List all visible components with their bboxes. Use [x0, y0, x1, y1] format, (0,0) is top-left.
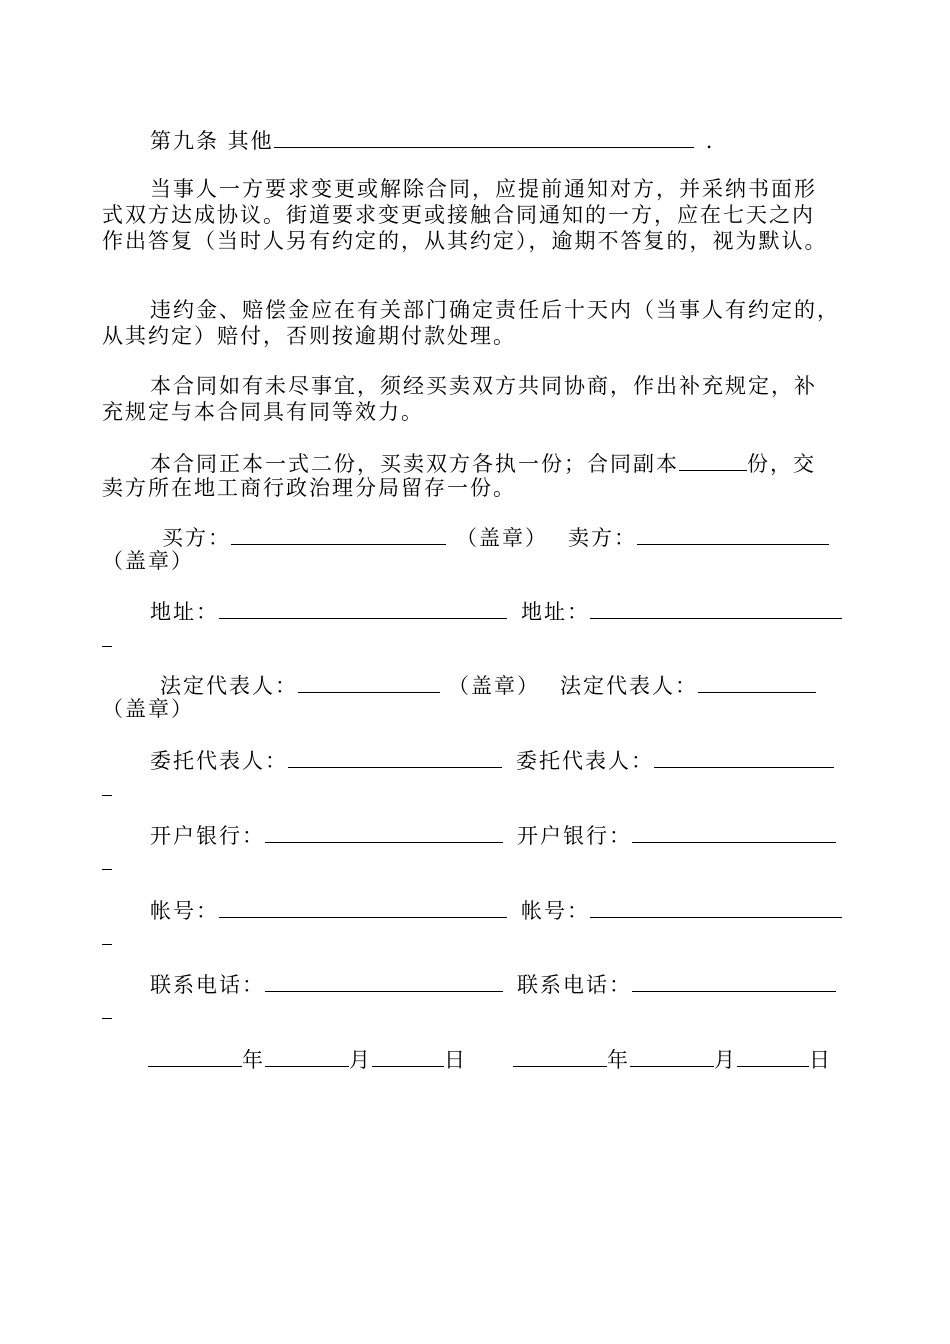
p2-line1: 违约金、赔偿金应在有关部门确定责任后十天内（当事人有约定的，	[150, 298, 840, 322]
p1-line3: 作出答复（当时人另有约定的，从其约定），逾期不答复的，视为默认。	[102, 229, 828, 253]
date-row	[148, 1046, 832, 1072]
seller-label: 卖方：	[568, 526, 637, 550]
buyer-year-field[interactable]	[148, 1046, 242, 1067]
buyer-phone-label: 联系电话：	[150, 973, 265, 997]
seller-legal-rep-seal: （盖章）	[102, 697, 194, 721]
seller-phone-label: 联系电话：	[517, 973, 632, 997]
article9-end: .	[705, 129, 715, 153]
seller-day-label: 日	[809, 1048, 832, 1072]
seller-address-label: 地址：	[521, 600, 590, 624]
phone-row	[150, 971, 836, 997]
buyer-year-label: 年	[242, 1048, 265, 1072]
bank-continuation	[102, 869, 112, 870]
p3-line1: 本合同如有未尽事宜，须经买卖双方共同协商，作出补充规定，补	[150, 374, 817, 398]
legal-rep-row	[160, 672, 816, 698]
buyer-legal-rep-field[interactable]	[298, 672, 440, 693]
buyer-account-label: 帐号：	[150, 899, 219, 923]
p1-line2: 式双方达成协议。街道要求变更或接触合同通知的一方，应在七天之内	[102, 203, 815, 227]
agent-row	[150, 747, 834, 773]
p2-line2: 从其约定）赔付，否则按逾期付款处理。	[102, 324, 516, 348]
buyer-seal: （盖章）	[456, 526, 548, 550]
seller-month-label: 月	[714, 1048, 737, 1072]
copies-blank[interactable]	[679, 450, 747, 471]
buyer-row	[162, 524, 829, 550]
seller-year-label: 年	[607, 1048, 630, 1072]
seller-account-field[interactable]	[590, 897, 842, 918]
address-row	[150, 598, 842, 624]
buyer-bank-label: 开户银行：	[150, 824, 265, 848]
buyer-bank-field[interactable]	[265, 822, 503, 843]
buyer-field[interactable]	[231, 524, 446, 545]
buyer-address-field[interactable]	[219, 598, 507, 619]
p1-line1: 当事人一方要求变更或解除合同，应提前通知对方，并采纳书面形	[150, 177, 817, 201]
seller-agent-label: 委托代表人：	[516, 749, 654, 773]
buyer-label: 买方：	[162, 526, 231, 550]
account-row	[150, 897, 842, 923]
seller-agent-field[interactable]	[654, 747, 834, 768]
article9-line	[150, 127, 714, 153]
buyer-day-field[interactable]	[372, 1046, 444, 1067]
seller-legal-rep-label: 法定代表人：	[560, 674, 698, 698]
address-continuation	[102, 646, 112, 647]
p4-line1-tail: 份，交	[747, 452, 816, 476]
seller-day-field[interactable]	[737, 1046, 809, 1067]
article9-blank[interactable]	[274, 127, 694, 148]
seller-phone-field[interactable]	[632, 971, 836, 992]
seller-address-field[interactable]	[590, 598, 842, 619]
buyer-agent-label: 委托代表人：	[150, 749, 288, 773]
agent-continuation	[102, 795, 112, 796]
p4-line2: 卖方所在地工商行政治理分局留存一份。	[102, 476, 516, 500]
phone-continuation	[102, 1018, 112, 1019]
bank-row	[150, 822, 836, 848]
p4-line1-text: 本合同正本一式二份，买卖双方各执一份；合同副本	[150, 452, 679, 476]
buyer-agent-field[interactable]	[288, 747, 502, 768]
seller-legal-rep-field[interactable]	[698, 672, 816, 693]
seller-account-label: 帐号：	[521, 899, 590, 923]
seller-bank-field[interactable]	[632, 822, 836, 843]
seller-bank-label: 开户银行：	[517, 824, 632, 848]
seller-month-field[interactable]	[630, 1046, 714, 1067]
seller-year-field[interactable]	[513, 1046, 607, 1067]
buyer-address-label: 地址：	[150, 600, 219, 624]
p3-line2: 充规定与本合同具有同等效力。	[102, 400, 424, 424]
seller-field[interactable]	[637, 524, 829, 545]
buyer-month-label: 月	[349, 1048, 372, 1072]
account-continuation	[102, 944, 112, 945]
article9-title: 第九条 其他	[150, 129, 274, 153]
p4-line1	[150, 450, 816, 476]
buyer-phone-field[interactable]	[265, 971, 503, 992]
buyer-month-field[interactable]	[265, 1046, 349, 1067]
buyer-legal-rep-label: 法定代表人：	[160, 674, 298, 698]
buyer-account-field[interactable]	[219, 897, 507, 918]
buyer-day-label: 日	[444, 1048, 467, 1072]
buyer-legal-rep-seal: （盖章）	[448, 674, 540, 698]
seller-seal: （盖章）	[102, 549, 194, 573]
